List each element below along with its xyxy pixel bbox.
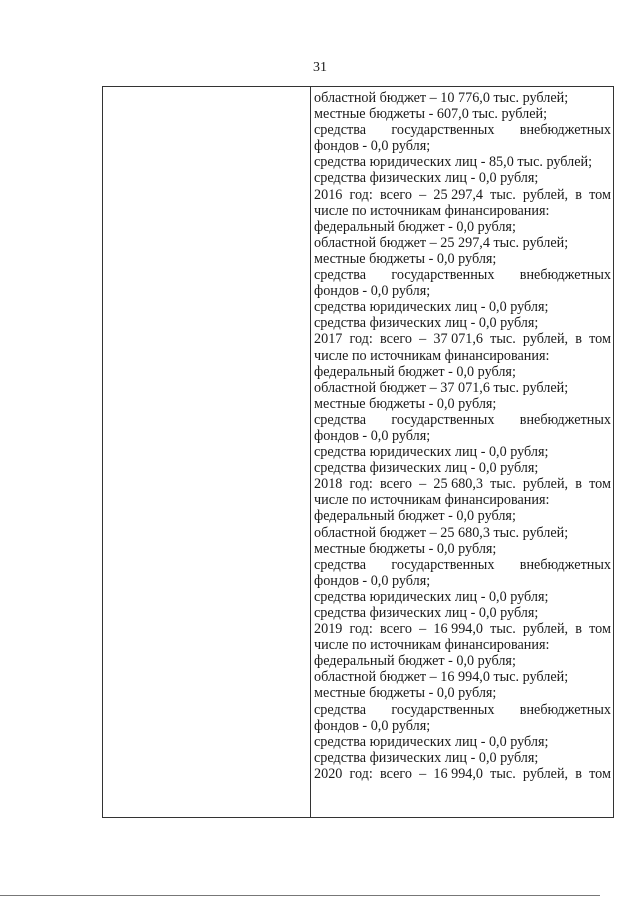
- text-word: внебюджетных: [519, 122, 611, 139]
- text-word: тыс.: [490, 331, 516, 348]
- text-line: числе по источникам финансирования:: [314, 637, 550, 654]
- text-line: [314, 557, 611, 573]
- text-word: –: [419, 186, 427, 203]
- text-word: рублей,: [522, 331, 569, 348]
- text-word: 25 297,4: [433, 186, 484, 203]
- text-line: числе по источникам финансирования:: [314, 347, 550, 364]
- text-word: всего: [380, 621, 412, 638]
- text-word: государственных: [391, 556, 495, 573]
- text-word: год:: [349, 621, 373, 638]
- text-line: средства физических лиц - 0,0 рубля;: [314, 605, 539, 621]
- text-word: 2016: [314, 186, 343, 203]
- text-word: всего: [380, 765, 412, 782]
- text-word: внебюджетных: [519, 556, 611, 573]
- text-line: средства физических лиц - 0,0 рубля;: [314, 749, 539, 766]
- text-word: год:: [349, 331, 373, 348]
- funding-table: [102, 86, 614, 818]
- text-word: –: [419, 476, 427, 493]
- text-line: [314, 122, 611, 138]
- text-word: средства: [314, 411, 367, 428]
- text-line: местные бюджеты - 0,0 рубля;: [314, 395, 497, 412]
- text-line: средства физических лиц - 0,0 рубля;: [314, 170, 539, 187]
- text-word: государственных: [391, 701, 495, 718]
- text-line: федеральный бюджет - 0,0 рубля;: [314, 363, 516, 380]
- text-word: тыс.: [490, 476, 516, 493]
- text-word: государственных: [391, 411, 495, 428]
- text-word: год:: [349, 476, 373, 493]
- text-word: государственных: [391, 267, 495, 284]
- text-line: местные бюджеты - 607,0 тыс. рублей;: [314, 106, 548, 123]
- text-word: средства: [314, 267, 367, 284]
- text-word: 16 994,0: [433, 765, 484, 782]
- text-word: тыс.: [490, 186, 516, 203]
- text-line: [314, 331, 611, 347]
- text-word: 2018: [314, 476, 343, 493]
- page-bottom-rule: [0, 895, 600, 896]
- text-word: средства: [314, 556, 367, 573]
- text-word: том: [589, 621, 611, 638]
- text-line: числе по источникам финансирования:: [314, 202, 550, 219]
- text-word: в: [575, 621, 582, 638]
- text-line: средства юридических лиц - 0,0 рубля;: [314, 733, 549, 750]
- text-line: средства юридических лиц - 0,0 рубля;: [314, 444, 549, 461]
- text-line: средства юридических лиц - 0,0 рубля;: [314, 299, 549, 316]
- text-word: в: [575, 765, 582, 782]
- text-word: внебюджетных: [519, 411, 611, 428]
- text-line: средства физических лиц - 0,0 рубля;: [314, 460, 539, 477]
- text-word: год:: [349, 186, 373, 203]
- text-line: местные бюджеты - 0,0 рубля;: [314, 540, 497, 557]
- funding-text-cell: [311, 87, 613, 817]
- text-word: в: [575, 186, 582, 203]
- text-line: фондов - 0,0 рубля;: [314, 283, 431, 300]
- text-line: областной бюджет – 10 776,0 тыс. рублей;: [314, 90, 569, 106]
- text-word: рублей,: [522, 621, 569, 638]
- text-word: год:: [349, 765, 373, 782]
- text-word: всего: [380, 186, 412, 203]
- text-word: –: [419, 765, 427, 782]
- text-line: числе по источникам финансирования:: [314, 492, 550, 509]
- text-word: рублей,: [522, 186, 569, 203]
- text-line: федеральный бюджет - 0,0 рубля;: [314, 508, 516, 525]
- text-line: средства юридических лиц - 85,0 тыс. рублей;: [314, 154, 593, 171]
- text-line: областной бюджет – 25 680,3 тыс. рублей;: [314, 524, 569, 541]
- text-word: том: [589, 476, 611, 493]
- text-line: [314, 476, 611, 492]
- text-word: тыс.: [490, 621, 516, 638]
- text-word: 2020: [314, 765, 343, 782]
- text-line: [314, 702, 611, 718]
- text-word: в: [575, 331, 582, 348]
- text-line: фондов - 0,0 рубля;: [314, 717, 431, 734]
- table-left-cell: [103, 87, 311, 817]
- text-line: средства физических лиц - 0,0 рубля;: [314, 315, 539, 332]
- text-line: [314, 412, 611, 428]
- text-line: местные бюджеты - 0,0 рубля;: [314, 250, 497, 267]
- text-word: том: [589, 331, 611, 348]
- text-word: –: [419, 621, 427, 638]
- text-word: тыс.: [490, 765, 516, 782]
- text-word: государственных: [391, 122, 495, 139]
- text-line: фондов - 0,0 рубля;: [314, 427, 431, 444]
- text-word: том: [589, 186, 611, 203]
- text-line: фондов - 0,0 рубля;: [314, 572, 431, 589]
- text-word: –: [419, 331, 427, 348]
- text-line: [314, 621, 611, 637]
- text-word: том: [589, 765, 611, 782]
- text-line: местные бюджеты - 0,0 рубля;: [314, 685, 497, 702]
- text-word: всего: [380, 331, 412, 348]
- text-word: 25 680,3: [433, 476, 484, 493]
- text-line: [314, 187, 611, 203]
- text-line: средства юридических лиц - 0,0 рубля;: [314, 588, 549, 605]
- text-word: всего: [380, 476, 412, 493]
- text-word: рублей,: [522, 765, 569, 782]
- text-line: [314, 267, 611, 283]
- text-word: средства: [314, 122, 367, 139]
- text-word: рублей,: [522, 476, 569, 493]
- text-word: 37 071,6: [433, 331, 484, 348]
- text-line: федеральный бюджет - 0,0 рубля;: [314, 218, 516, 235]
- page-number: 31: [313, 60, 327, 75]
- text-word: в: [575, 476, 582, 493]
- text-word: 16 994,0: [433, 621, 484, 638]
- text-word: 2019: [314, 621, 343, 638]
- text-word: внебюджетных: [519, 701, 611, 718]
- text-line: [314, 766, 611, 782]
- text-line: федеральный бюджет - 0,0 рубля;: [314, 653, 516, 670]
- text-line: областной бюджет – 25 297,4 тыс. рублей;: [314, 234, 569, 251]
- text-word: средства: [314, 701, 367, 718]
- text-word: 2017: [314, 331, 343, 348]
- text-line: областной бюджет – 37 071,6 тыс. рублей;: [314, 379, 569, 396]
- text-word: внебюджетных: [519, 267, 611, 284]
- text-line: областной бюджет – 16 994,0 тыс. рублей;: [314, 669, 569, 686]
- text-line: фондов - 0,0 рубля;: [314, 138, 431, 155]
